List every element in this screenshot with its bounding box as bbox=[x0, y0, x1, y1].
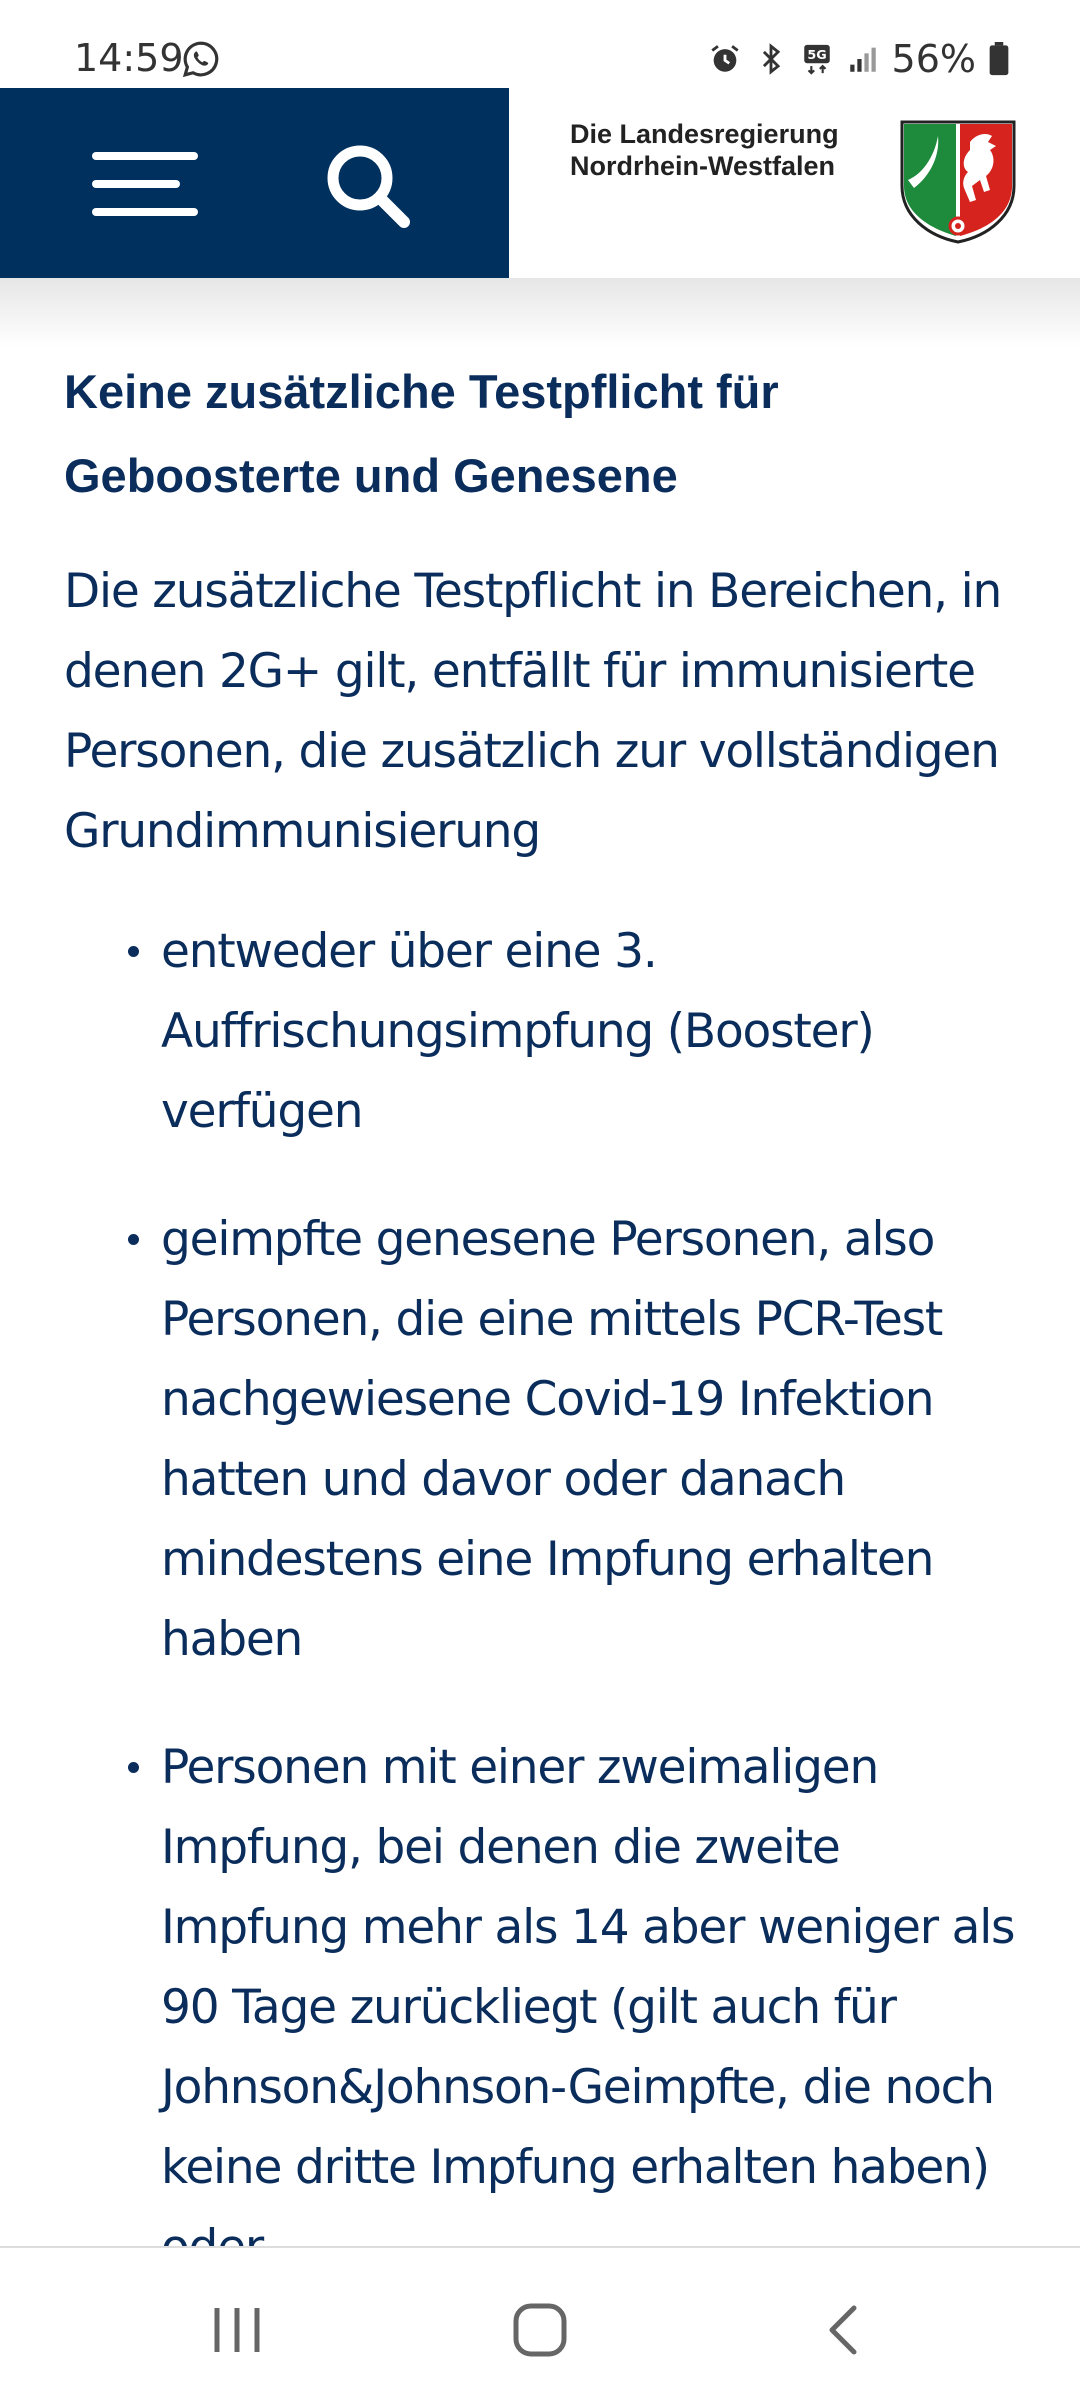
article-heading: Keine zusätzliche Testpflicht für Geboosterte und Genesene bbox=[64, 365, 779, 502]
svg-text:5G: 5G bbox=[806, 48, 827, 63]
signal-icon bbox=[846, 42, 880, 76]
article-content bbox=[64, 350, 1024, 2336]
alarm-icon bbox=[708, 42, 742, 76]
brand-name[interactable] bbox=[570, 118, 839, 182]
list-item bbox=[64, 1728, 1024, 2288]
article-intro: Die zusätzliche Testpflicht in Bereichen, in denen 2G+ gilt, entfällt für immunisierte Personen, die zusätzlich zur vollständigen Grundimmunisierung bbox=[64, 564, 1002, 859]
bullet-dot bbox=[128, 946, 139, 957]
home-icon[interactable] bbox=[440, 2248, 640, 2402]
list-item bbox=[64, 912, 1024, 1152]
list-item bbox=[64, 1200, 1024, 1680]
battery-icon bbox=[988, 42, 1010, 76]
list-item-text: geimpfte genesene Personen, also Personen, die eine mittels PCR-Test nachgewiesene Covid-19 Infektion hatten und davor oder danach mindestens eine Impfung erhalten haben bbox=[161, 1212, 943, 1667]
menu-button[interactable] bbox=[92, 148, 198, 220]
nav-block bbox=[0, 88, 509, 278]
recent-apps-icon[interactable] bbox=[137, 2248, 337, 2402]
5g-icon bbox=[800, 42, 834, 76]
status-time: 14:59 bbox=[74, 36, 184, 80]
system-navigation-bar bbox=[0, 2246, 1080, 2402]
site-header bbox=[0, 88, 1080, 278]
bluetooth-icon bbox=[754, 42, 788, 76]
brand-line-2: Nordrhein-Westfalen bbox=[570, 151, 836, 181]
status-bar bbox=[0, 0, 1080, 88]
header-shadow bbox=[0, 278, 1080, 348]
bullet-dot bbox=[128, 1234, 139, 1245]
search-icon[interactable] bbox=[322, 140, 414, 232]
list-item-text: Personen mit einer zweimaligen Impfung, bei denen die zweite Impfung mehr als 14 aber weniger als 90 Tage zurückliegt (gilt auch für Johnson&Johnson-Geimpfte, die noch keine dritte Impfung erhalten haben) bbox=[161, 1740, 1015, 2195]
brand-line-1: Die Landesregierung bbox=[570, 119, 839, 149]
whatsapp-icon bbox=[182, 40, 220, 78]
back-icon[interactable] bbox=[742, 2248, 942, 2402]
list-item-text: entweder über eine 3. Auffrischungsimpfung (Booster) verfügen bbox=[161, 924, 874, 1139]
battery-percentage: 56% bbox=[891, 37, 976, 81]
bullet-dot bbox=[128, 1762, 139, 1773]
nrw-crest-icon[interactable] bbox=[898, 118, 1018, 246]
bullet-list bbox=[64, 912, 1024, 2288]
